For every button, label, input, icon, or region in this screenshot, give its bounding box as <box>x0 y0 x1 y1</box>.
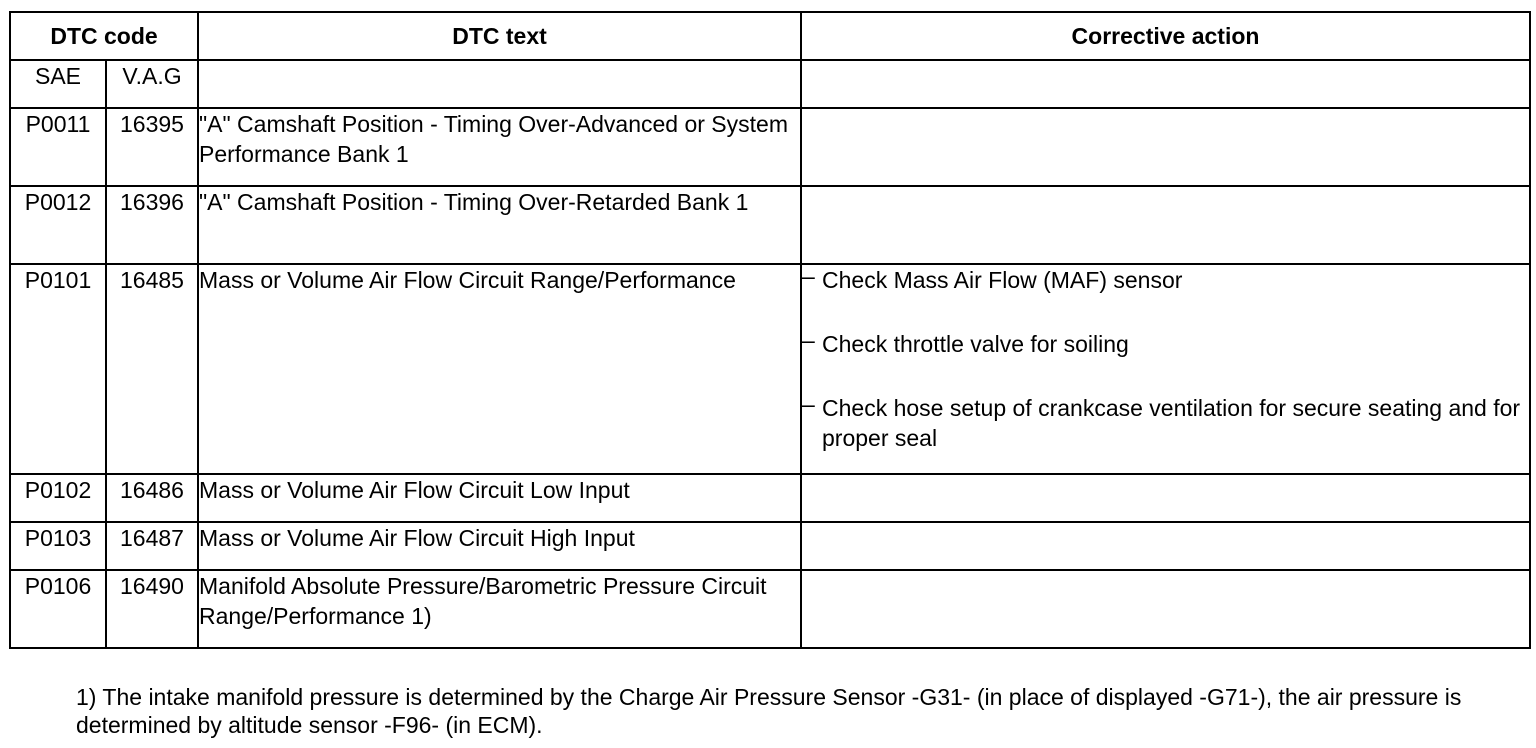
corrective-action <box>801 522 1530 570</box>
dash-bullet-icon: – <box>802 391 815 417</box>
dtc-text: Manifold Absolute Pressure/Barometric Pressure Circuit Range/Performance 1) <box>198 570 801 648</box>
dtc-table <box>9 11 1531 649</box>
corrective-action <box>801 264 1530 474</box>
vag-code: 16396 <box>106 186 198 264</box>
header-dtc-code: DTC code <box>10 12 198 60</box>
sae-code: P0106 <box>10 570 106 648</box>
dash-bullet-icon: – <box>802 327 815 353</box>
action-text: Check Mass Air Flow (MAF) sensor <box>822 267 1183 293</box>
header-dtc-text: DTC text <box>198 12 801 60</box>
dtc-text: Mass or Volume Air Flow Circuit Low Input <box>198 474 801 522</box>
action-item <box>802 393 1529 453</box>
footnote: 1) The intake manifold pressure is determined by the Charge Air Pressure Sensor -G31- (in place of displayed -G71-), the air pressure is determined by altitude sensor -F96- (in ECM). <box>76 684 1462 738</box>
vag-code: 16490 <box>106 570 198 648</box>
table-row <box>10 186 1530 264</box>
subheader-sae: SAE <box>10 60 106 108</box>
corrective-action <box>801 186 1530 264</box>
action-text: Check hose setup of crankcase ventilation for secure seating and for proper seal <box>822 395 1521 451</box>
table-row <box>10 264 1530 474</box>
table-header-row <box>10 12 1530 60</box>
dash-bullet-icon: – <box>802 263 815 289</box>
table-row <box>10 570 1530 648</box>
subheader-empty-action <box>801 60 1530 108</box>
subheader-vag: V.A.G <box>106 60 198 108</box>
sae-code: P0012 <box>10 186 106 264</box>
sae-code: P0102 <box>10 474 106 522</box>
table-row <box>10 108 1530 186</box>
dtc-text: "A" Camshaft Position - Timing Over-Advanced or System Performance Bank 1 <box>198 108 801 186</box>
sae-code: P0011 <box>10 108 106 186</box>
subheader-empty-text <box>198 60 801 108</box>
corrective-action <box>801 570 1530 648</box>
corrective-action <box>801 474 1530 522</box>
vag-code: 16486 <box>106 474 198 522</box>
sae-code: P0101 <box>10 264 106 474</box>
table-row <box>10 522 1530 570</box>
vag-code: 16395 <box>106 108 198 186</box>
vag-code: 16487 <box>106 522 198 570</box>
dtc-text: "A" Camshaft Position - Timing Over-Retarded Bank 1 <box>198 186 801 264</box>
header-corrective-action: Corrective action <box>801 12 1530 60</box>
action-text: Check throttle valve for soiling <box>822 331 1129 357</box>
dtc-text: Mass or Volume Air Flow Circuit Range/Performance <box>198 264 801 474</box>
vag-code: 16485 <box>106 264 198 474</box>
table-row <box>10 474 1530 522</box>
dtc-text: Mass or Volume Air Flow Circuit High Input <box>198 522 801 570</box>
corrective-action <box>801 108 1530 186</box>
action-item <box>802 329 1529 359</box>
sae-code: P0103 <box>10 522 106 570</box>
table-subheader-row <box>10 60 1530 108</box>
action-list <box>802 265 1529 453</box>
action-item <box>802 265 1529 295</box>
